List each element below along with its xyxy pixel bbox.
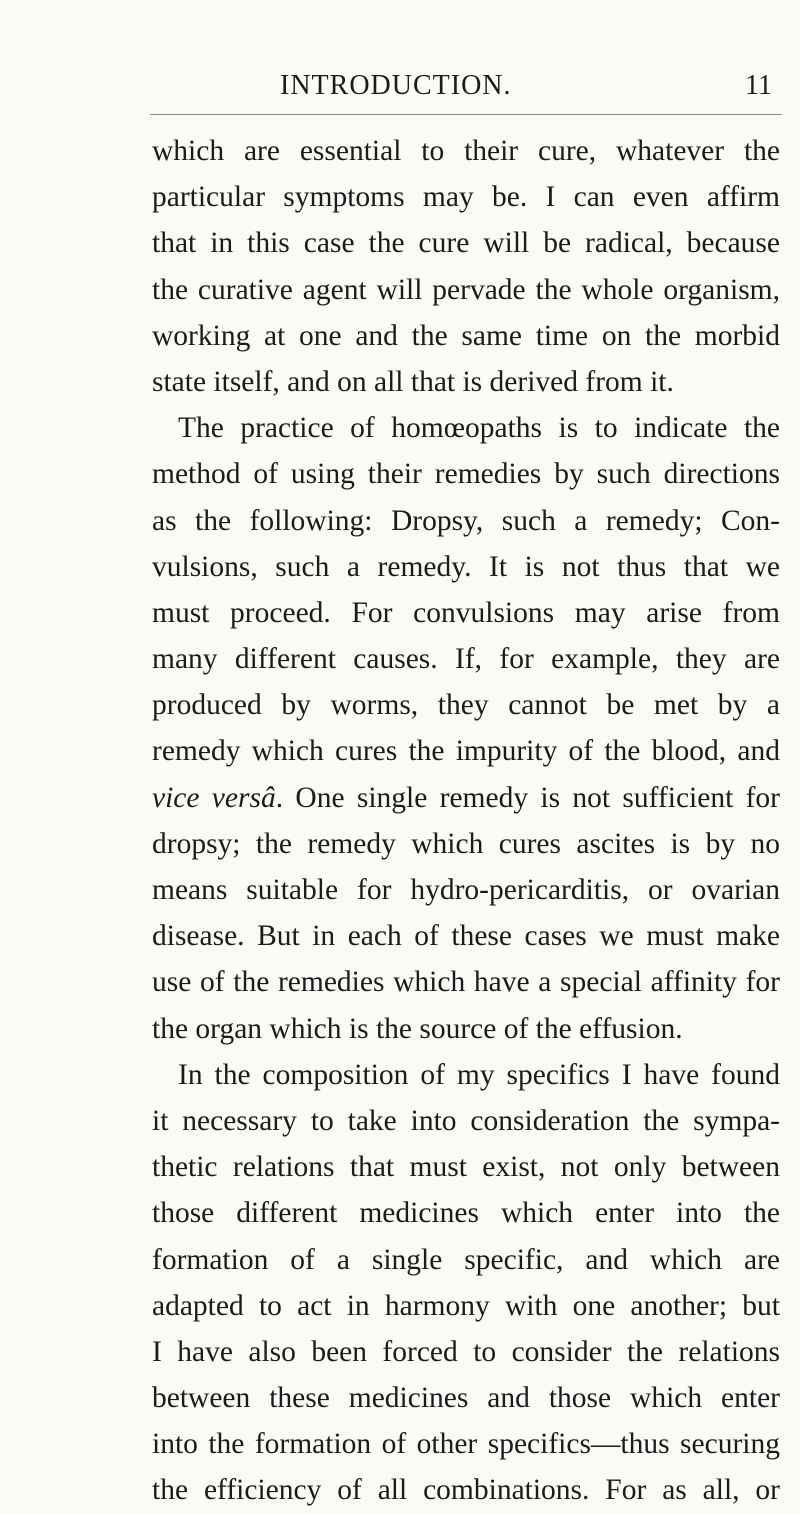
page-number: 11: [745, 70, 772, 101]
body-text: [152, 128, 780, 1514]
text-line: formation of a single specific, and which are: [152, 1243, 780, 1276]
text-line: those different medicines which enter into the: [152, 1197, 780, 1230]
text-line: state itself, and on all that is derived from it.: [152, 365, 674, 398]
text-line: between these medicines and those which enter: [152, 1382, 780, 1415]
text-line: adapted to act in harmony with one another; but: [152, 1289, 780, 1322]
text-line: disease. But in each of these cases we must make: [152, 920, 780, 953]
text-line: The practice of homœopaths is to indicate the: [178, 412, 780, 445]
text-line: that in this case the cure will be radical, because: [152, 227, 780, 260]
text-line: as the following: Dropsy, such a remedy; Con-: [152, 504, 780, 537]
text-line: vice versâ. One single remedy is not sufficient for: [152, 781, 780, 814]
text-line: produced by worms, they cannot be met by a: [152, 689, 780, 722]
running-title: INTRODUCTION.: [280, 70, 512, 101]
text-line: thetic relations that must exist, not only between: [152, 1151, 780, 1184]
text-line: particular symptoms may be. I can even affirm: [152, 181, 780, 214]
text-line: method of using their remedies by such directions: [152, 458, 780, 491]
text-line: many different causes. If, for example, they are: [152, 643, 780, 676]
text-line: remedy which cures the impurity of the blood, and: [152, 735, 780, 768]
text-line: I have also been forced to consider the relations: [152, 1335, 780, 1368]
text-line: the efficiency of all combinations. For as all, or: [152, 1474, 780, 1507]
text-line: which are essential to their cure, whatever the: [152, 135, 780, 167]
text-line: In the composition of my specifics I have found: [178, 1058, 780, 1091]
text-line: working at one and the same time on the morbid: [152, 319, 780, 352]
header-rule: [150, 114, 782, 115]
text-line: use of the remedies which have a special affinity for: [152, 966, 780, 999]
running-head: [120, 70, 800, 110]
italic-phrase: vice versâ: [152, 781, 276, 814]
text-line: the curative agent will pervade the whole organism,: [152, 273, 780, 306]
text-line: it necessary to take into consideration the sympa-: [152, 1104, 780, 1137]
text-line: must proceed. For convulsions may arise from: [152, 596, 780, 629]
text-line: the organ which is the source of the effusion.: [152, 1012, 683, 1045]
text-line: means suitable for hydro-pericarditis, or ovarian: [152, 874, 780, 906]
text-line: vulsions, such a remedy. It is not thus that we: [152, 550, 780, 583]
text-line: into the formation of other specifics—thus securing: [152, 1428, 780, 1461]
text-line: dropsy; the remedy which cures ascites is by no: [152, 827, 780, 860]
